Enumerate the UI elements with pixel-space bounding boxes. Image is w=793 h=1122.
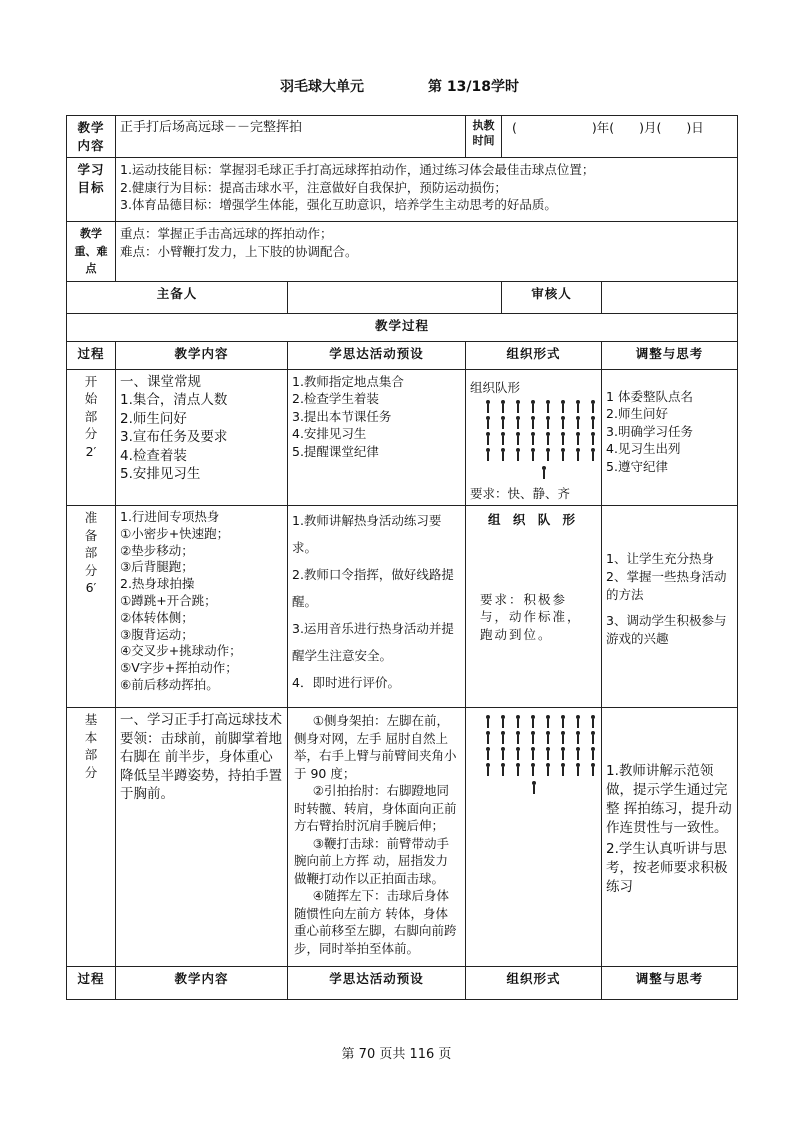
goals-list <box>116 158 738 222</box>
key-points <box>116 222 738 282</box>
person-icon <box>574 731 582 745</box>
person-icon <box>544 731 552 745</box>
person-icon <box>484 416 492 430</box>
goal-item: 1.运动技能目标：掌握羽毛球正手打高远球挥拍动作，通过练习体会最佳击球点位置； <box>120 162 595 177</box>
person-icon <box>589 432 597 446</box>
stage-prepare: 准 备 部 分 6′ <box>67 506 116 708</box>
person-icon <box>529 432 537 446</box>
preparer-label: 主备人 <box>67 281 288 313</box>
start-activity: 1.教师指定地点集合 2.检查学生着装 3.提出本节课任务 4.安排见习生 5.提醒课堂纪律 <box>288 369 466 506</box>
col-header-reflection: 调整与思考 <box>602 341 738 369</box>
person-icon <box>529 731 537 745</box>
formation-diagram <box>484 400 597 462</box>
col-footer-reflection: 调整与思考 <box>602 967 738 1000</box>
person-icon <box>574 747 582 761</box>
person-icon <box>574 448 582 462</box>
person-icon <box>544 763 552 777</box>
person-icon <box>544 416 552 430</box>
person-icon <box>484 763 492 777</box>
person-icon <box>499 763 507 777</box>
formation-diagram <box>484 715 597 777</box>
stage-start: 开 始 部 分 2′ <box>67 369 116 506</box>
person-icon <box>484 715 492 729</box>
person-icon <box>514 448 522 462</box>
basic-organization <box>466 708 602 967</box>
person-icon <box>574 763 582 777</box>
key-label: 教学重、难点 <box>67 222 116 282</box>
content-label: 教学内容 <box>67 116 116 158</box>
col-header-content: 教学内容 <box>116 341 288 369</box>
person-icon <box>574 400 582 414</box>
start-content: 一、课堂常规 1.集合，清点人数 2.师生问好 3.宣布任务及要求 4.检查着装 5.安排见习生 <box>116 369 288 506</box>
person-icon <box>499 416 507 430</box>
lesson-number: 第 13/18学时 <box>428 79 519 95</box>
org-title: 组 织 队 形 <box>487 512 580 527</box>
person-icon <box>529 715 537 729</box>
person-icon <box>484 432 492 446</box>
basic-content: 一、学习正手打高远球技术 要领：击球前，前脚掌着地右脚在 前半步，身体重心降低呈半蹲姿势，持拍手置于胸前。 <box>116 708 288 967</box>
org-note: 要求：快、静、齐 <box>470 485 571 501</box>
person-icon <box>540 466 548 480</box>
teacher-marker <box>530 781 597 800</box>
person-icon <box>484 400 492 414</box>
col-header-stage: 过程 <box>67 341 116 369</box>
lesson-plan-table <box>66 115 738 1000</box>
person-icon <box>484 747 492 761</box>
person-icon <box>544 448 552 462</box>
org-note: 要求：积极参与，动作标准，跑动到位。 <box>480 591 582 642</box>
person-icon <box>589 400 597 414</box>
person-icon <box>544 432 552 446</box>
person-icon <box>514 416 522 430</box>
goals-label: 学习目标 <box>67 158 116 222</box>
person-icon <box>529 747 537 761</box>
person-icon <box>499 432 507 446</box>
person-icon <box>559 763 567 777</box>
person-icon <box>484 731 492 745</box>
person-icon <box>589 715 597 729</box>
person-icon <box>589 763 597 777</box>
person-icon <box>559 416 567 430</box>
person-icon <box>530 781 538 795</box>
person-icon <box>514 432 522 446</box>
person-icon <box>514 715 522 729</box>
process-title: 教学过程 <box>67 313 738 341</box>
person-icon <box>529 448 537 462</box>
stage-basic: 基 本 部 分 <box>67 708 116 967</box>
col-header-activity: 学思达活动预设 <box>288 341 466 369</box>
start-reflection: 1 体委整队点名 2.师生问好 3.明确学习任务 4.见习生出列 5.遵守纪律 <box>602 369 738 506</box>
org-title: 组织队形 <box>470 379 521 395</box>
unit-title: 羽毛球大单元 <box>280 79 364 95</box>
person-icon <box>529 416 537 430</box>
person-icon <box>574 432 582 446</box>
person-icon <box>544 715 552 729</box>
person-icon <box>514 731 522 745</box>
time-value: ( )年( )月( )日 <box>502 116 738 158</box>
person-icon <box>559 448 567 462</box>
page-number: 第 70 页共 116 页 <box>341 1047 452 1062</box>
person-icon <box>559 432 567 446</box>
start-organization <box>466 369 602 506</box>
prepare-organization <box>466 506 602 708</box>
col-footer-organization: 组织形式 <box>466 967 602 1000</box>
reviewer-label: 审核人 <box>502 281 602 313</box>
person-icon <box>529 763 537 777</box>
person-icon <box>559 731 567 745</box>
person-icon <box>544 747 552 761</box>
person-icon <box>589 731 597 745</box>
col-footer-stage: 过程 <box>67 967 116 1000</box>
person-icon <box>589 747 597 761</box>
reviewer-value <box>602 281 738 313</box>
person-icon <box>559 747 567 761</box>
person-icon <box>499 400 507 414</box>
goal-item: 3.体育品德目标：增强学生体能，强化互助意识，培养学生主动思考的好品质。 <box>120 197 557 212</box>
key-point: 重点：掌握正手击高远球的挥拍动作； <box>120 226 333 241</box>
person-icon <box>544 400 552 414</box>
person-icon <box>559 715 567 729</box>
basic-reflection: 1.教师讲解示范领做，提示学生通过完整 挥拍练习，提升动作连贯性与一致性。 2.学生认真听讲与思考，按老师要求积极练习 <box>602 708 738 967</box>
prepare-reflection: 1、让学生充分热身 2、掌握一些热身活动的方法 3、调动学生积极参与游戏的兴趣 <box>602 506 738 708</box>
person-icon <box>499 715 507 729</box>
person-icon <box>499 731 507 745</box>
person-icon <box>559 400 567 414</box>
person-icon <box>574 715 582 729</box>
key-point: 难点：小臂鞭打发力，上下肢的协调配合。 <box>120 243 358 259</box>
content-value: 正手打后场高远球－－完整挥拍 <box>116 116 466 158</box>
prepare-activity: 1.教师讲解热身活动练习要求。 2.教师口令指挥，做好线路提醒。 3.运用音乐进行热身活动并提醒学生注意安全。 4．即时进行评价。 <box>288 506 466 708</box>
person-icon <box>499 448 507 462</box>
time-label: 执教时间 <box>466 116 502 158</box>
preparer-value <box>288 281 502 313</box>
person-icon <box>514 400 522 414</box>
person-icon <box>529 400 537 414</box>
prepare-content: 1.行进间专项热身 ①小密步+快速跑； ②垫步移动； ③后背腿跑； 2.热身球拍操 ①蹲跳+开合跳； ②体转体侧； ③腹背运动； ④交叉步+挑球动作； ⑤V字步+挥拍动作； ⑥前后移动挥拍。 <box>116 506 288 708</box>
person-icon <box>484 448 492 462</box>
goal-item: 2.健康行为目标：提高击球水平，注意做好自我保护，预防运动损伤； <box>120 179 507 195</box>
col-footer-content: 教学内容 <box>116 967 288 1000</box>
person-icon <box>499 747 507 761</box>
person-icon <box>574 416 582 430</box>
basic-activity: ①侧身架拍：左脚在前，侧身对网，左手 屈肘自然上举，右手上臂与前臂间夹角小于 90 度； ②引拍抬肘：右脚蹬地同时转髋、转肩，身体面向正前方右臂抬肘沉肩手腕后伸； ③鞭打击球：前臂带动手腕向前上方挥 动，屈指发力做鞭打动作以正拍面击球。 ④随挥左下：击球后身体随惯性向左前方 转体，身体重心前移至左脚，右脚向前跨步，同时举拍至体前。 <box>288 708 466 967</box>
col-footer-activity: 学思达活动预设 <box>288 967 466 1000</box>
person-icon <box>589 416 597 430</box>
person-icon <box>514 763 522 777</box>
col-header-organization: 组织形式 <box>466 341 602 369</box>
person-icon <box>589 448 597 462</box>
person-icon <box>514 747 522 761</box>
teacher-marker <box>540 466 597 485</box>
